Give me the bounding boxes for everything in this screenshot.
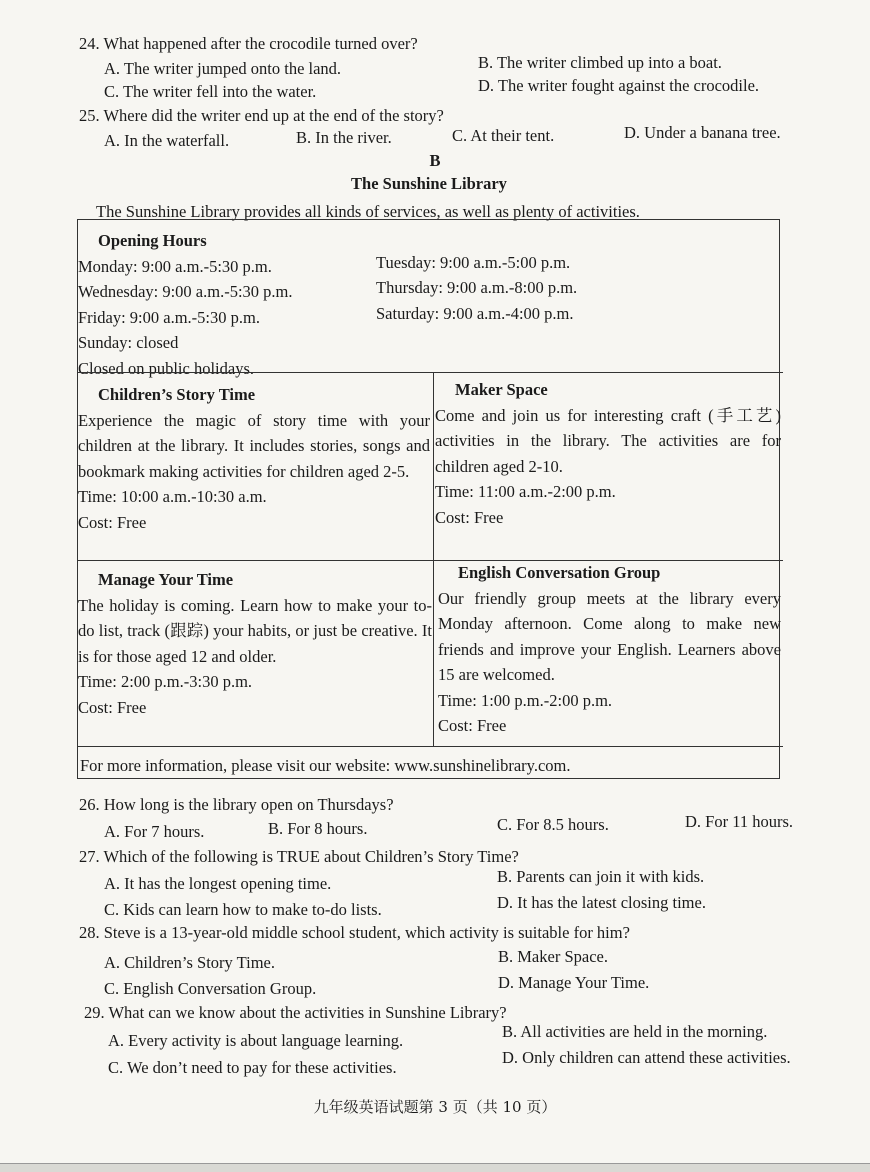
- question-25-option-a: A. In the waterfall.: [104, 131, 230, 150]
- question-27-option-d: D. It has the latest closing time.: [497, 893, 706, 912]
- maker-space-heading: Maker Space: [455, 380, 548, 399]
- story-time-body: Experience the magic of story time with your children at the library. It includes stories, songs and bookmark making activities for children aged 2-5.: [78, 410, 430, 481]
- english-group-cost: Cost: Free: [438, 716, 507, 735]
- page-footer: 九年级英语试题第 3 页（共 10 页）: [313, 1098, 557, 1116]
- maker-space-time: Time: 11:00 a.m.-2:00 p.m.: [435, 482, 616, 501]
- manage-time-time: Time: 2:00 p.m.-3:30 p.m.: [78, 672, 253, 691]
- hours-tuesday: Tuesday: 9:00 a.m.-5:00 p.m.: [376, 252, 571, 272]
- question-24-option-b: B. The writer climbed up into a boat.: [478, 53, 722, 72]
- hours-thursday: Thursday: 9:00 a.m.-8:00 p.m.: [376, 278, 578, 297]
- opening-hours-cell: [78, 228, 778, 381]
- maker-space-body: Come and join us for interesting craft (手工艺) activities in the library. The activities are for children aged 2-10.: [435, 405, 781, 476]
- story-time-heading: Children’s Story Time: [98, 385, 256, 404]
- section-title: The Sunshine Library: [351, 174, 507, 193]
- manage-time-body: The holiday is coming. Learn how to make your to-do list, track (跟踪) your habits, or just be creative. It is for those aged 12 and older.: [78, 595, 432, 666]
- english-group-time: Time: 1:00 p.m.-2:00 p.m.: [438, 690, 613, 710]
- question-27-stem: 27. Which of the following is TRUE about Children’s Story Time?: [79, 847, 519, 866]
- section-intro: The Sunshine Library provides all kinds of services, as well as plenty of activities.: [96, 202, 640, 221]
- question-28-option-c: C. English Conversation Group.: [104, 979, 317, 998]
- question-29-option-c: C. We don’t need to pay for these activities.: [108, 1058, 397, 1077]
- question-27-option-a: A. It has the longest opening time.: [104, 874, 332, 893]
- manage-time-cost: Cost: Free: [78, 697, 147, 717]
- library-info-box: [77, 219, 780, 779]
- english-group-cell: [438, 560, 781, 739]
- question-28-stem: 28. Steve is a 13-year-old middle school student, which activity is suitable for him?: [79, 923, 630, 942]
- maker-space-cell: [435, 377, 781, 530]
- maker-space-cost: Cost: Free: [435, 507, 504, 527]
- hours-sunday: Sunday: closed: [78, 333, 179, 352]
- question-25-option-d: D. Under a banana tree.: [624, 123, 781, 142]
- manage-time-heading: Manage Your Time: [98, 570, 234, 589]
- question-28-option-d: D. Manage Your Time.: [498, 973, 650, 992]
- hours-friday: Friday: 9:00 a.m.-5:30 p.m.: [78, 307, 260, 327]
- question-26-option-b: B. For 8 hours.: [268, 819, 368, 838]
- question-28-option-a: A. Children’s Story Time.: [104, 953, 275, 972]
- question-25-stem: 25. Where did the writer end up at the end of the story?: [79, 106, 444, 125]
- english-group-body: Our friendly group meets at the library every Monday afternoon. Come along to make new friends and improve your English. Learners above 15 are welcomed.: [438, 588, 781, 684]
- question-29-option-a: A. Every activity is about language learning.: [108, 1031, 404, 1050]
- more-info: For more information, please visit our website: www.sunshinelibrary.com.: [80, 756, 571, 775]
- story-time-time: Time: 10:00 a.m.-10:30 a.m.: [78, 487, 267, 506]
- question-24-stem: 24. What happened after the crocodile turned over?: [79, 34, 418, 53]
- question-27-option-c: C. Kids can learn how to make to-do lists.: [104, 900, 382, 919]
- question-26-option-a: A. For 7 hours.: [104, 822, 205, 841]
- question-25-option-c: C. At their tent.: [452, 126, 555, 145]
- hours-wednesday: Wednesday: 9:00 a.m.-5:30 p.m.: [78, 282, 293, 301]
- divider-bottom: [78, 746, 783, 747]
- hours-saturday: Saturday: 9:00 a.m.-4:00 p.m.: [376, 303, 574, 323]
- question-29-option-d: D. Only children can attend these activities.: [502, 1048, 791, 1067]
- question-26-option-d: D. For 11 hours.: [685, 812, 794, 831]
- question-29-option-b: B. All activities are held in the morning.: [502, 1022, 768, 1041]
- question-24-option-d: D. The writer fought against the crocodile.: [478, 76, 760, 95]
- question-24-option-c: C. The writer fell into the water.: [104, 82, 317, 101]
- story-time-cost: Cost: Free: [78, 512, 147, 532]
- opening-hours-heading: Opening Hours: [98, 231, 207, 250]
- english-group-heading: English Conversation Group: [458, 563, 661, 582]
- manage-time-cell: [78, 567, 432, 720]
- question-29-stem: 29. What can we know about the activities in Sunshine Library?: [84, 1003, 507, 1022]
- question-26-option-c: C. For 8.5 hours.: [497, 815, 609, 834]
- divider-hours: [78, 372, 783, 373]
- question-25-option-b: B. In the river.: [296, 128, 392, 147]
- question-27-option-b: B. Parents can join it with kids.: [497, 867, 705, 886]
- divider-vertical: [433, 372, 434, 746]
- hours-holidays: Closed on public holidays.: [78, 358, 254, 378]
- section-letter: B: [429, 151, 441, 170]
- question-28-option-b: B. Maker Space.: [498, 947, 608, 966]
- story-time-cell: [78, 382, 432, 535]
- question-26-stem: 26. How long is the library open on Thursdays?: [79, 795, 394, 814]
- hours-monday: Monday: 9:00 a.m.-5:30 p.m.: [78, 256, 272, 276]
- question-24-option-a: A. The writer jumped onto the land.: [104, 59, 342, 78]
